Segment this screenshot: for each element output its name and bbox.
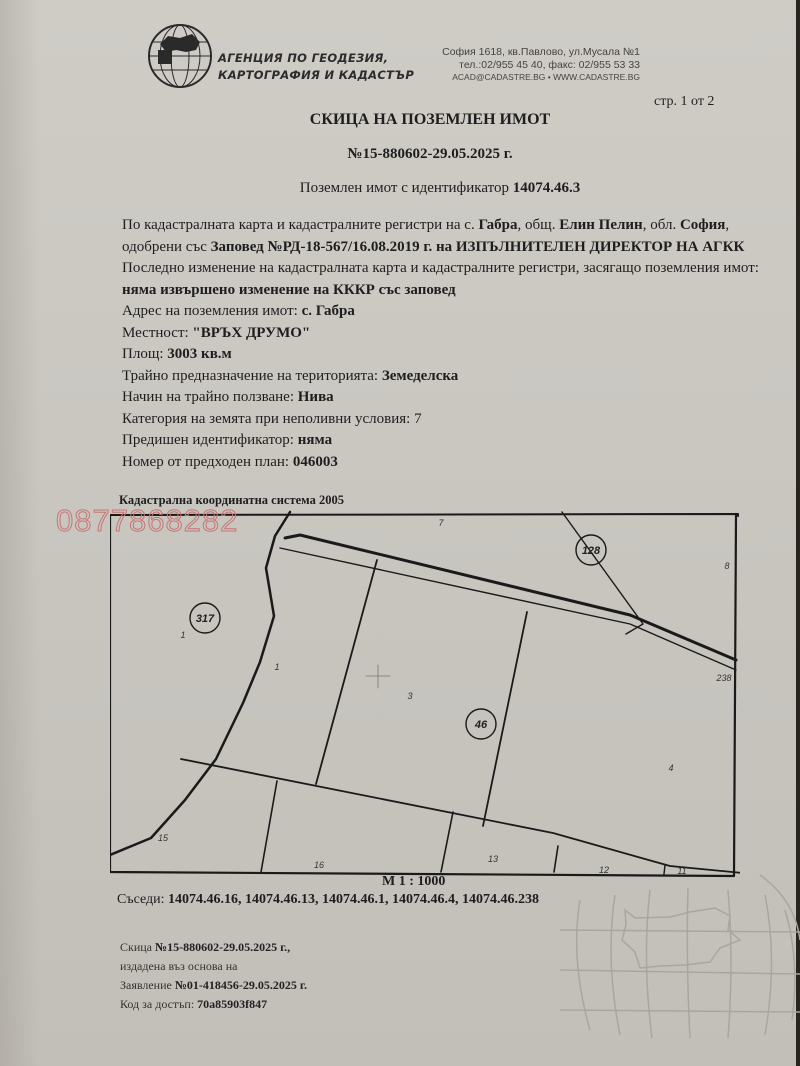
map-scale: М 1 : 1000 bbox=[382, 874, 446, 889]
neighbors-line: Съседи: 14074.46.16, 14074.46.13, 14074.46.1, 14074.46.4, 14074.46.238 bbox=[117, 892, 539, 907]
agency-name: АГЕНЦИЯ ПО ГЕОДЕЗИЯ, КАРТОГРАФИЯ И КАДАСТЪР bbox=[218, 51, 415, 82]
footer-info bbox=[120, 938, 307, 1014]
svg-text:16: 16 bbox=[313, 860, 325, 870]
property-locality: Местност: "ВРЪХ ДРУМО" bbox=[122, 324, 311, 341]
property-usage: Начин на трайно ползване: Нива bbox=[122, 389, 334, 405]
application-reference: Заявление №01-418456-29.05.2025 г. bbox=[120, 978, 308, 992]
svg-text:3: 3 bbox=[407, 691, 413, 701]
svg-text:1: 1 bbox=[180, 630, 186, 640]
globe-watermark-icon bbox=[560, 870, 800, 1040]
coordinate-system-label: Кадастрална координатна система 2005 bbox=[119, 493, 344, 507]
last-change: Последно изменение на кадастралната карта и кадастралните регистри, засягащо поземления имот: няма извършено изменение на КККР със заповед bbox=[122, 260, 759, 298]
cadastral-map bbox=[110, 510, 740, 880]
svg-text:13: 13 bbox=[487, 854, 499, 864]
previous-plan-number: Номер от предходен план: 046003 bbox=[122, 453, 338, 470]
agency-phone: тел.:02/955 45 40, факс: 02/955 53 33 bbox=[459, 58, 640, 71]
svg-text:7: 7 bbox=[438, 518, 444, 528]
document-title: СКИЦА НА ПОЗЕМЛЕН ИМОТ bbox=[309, 111, 551, 128]
property-purpose: Трайно предназначение на територията: Земеделска bbox=[122, 367, 459, 384]
property-details bbox=[122, 215, 762, 473]
land-category: Категория на земята при неполивни условия: 7 bbox=[122, 410, 422, 427]
property-identifier-line: Поземлен имот с идентификатор 14074.46.3 bbox=[299, 180, 581, 196]
phone-watermark: 0877868282 bbox=[56, 503, 239, 538]
cadastral-map-approval: По кадастралната карта и кадастралните регистри на с. Габра, общ. Елин Пелин, обл. София, одобрени със Заповед №РД-18-567/16.08.2019 г. на ИЗПЪЛНИТЕЛЕН ДИРЕКТОР НА АГКК bbox=[122, 217, 745, 255]
property-address: Адрес на поземления имот: с. Габра bbox=[122, 303, 355, 319]
agency-contacts bbox=[442, 46, 640, 84]
circled-label-128: 128 bbox=[581, 545, 601, 557]
svg-text:4: 4 bbox=[668, 763, 674, 773]
globe-bulgaria-logo-icon bbox=[146, 22, 214, 90]
svg-text:11: 11 bbox=[677, 866, 687, 876]
circled-label-317: 317 bbox=[195, 613, 215, 625]
svg-text:238: 238 bbox=[716, 673, 732, 683]
agency-web: ACAD@CADASTRE.BG • WWW.CADASTRE.BG bbox=[452, 72, 640, 82]
svg-text:12: 12 bbox=[598, 865, 610, 875]
svg-text:15: 15 bbox=[157, 833, 169, 843]
page-number: стр. 1 от 2 bbox=[654, 94, 715, 109]
property-area: Площ: 3003 кв.м bbox=[122, 346, 232, 362]
agency-address: София 1618, кв.Павлово, ул.Мусала №1 bbox=[442, 46, 640, 58]
access-code: Код за достъп: 70a85903f847 bbox=[120, 997, 268, 1011]
property-identifier: 14074.46.3 bbox=[512, 180, 581, 196]
issued-basis: издадена въз основа на bbox=[120, 959, 238, 973]
sketch-reference: Скица №15-880602-29.05.2025 г., bbox=[120, 940, 291, 954]
circled-label-46: 46 bbox=[474, 719, 488, 731]
neighbors-list: 14074.46.16, 14074.46.13, 14074.46.1, 14074.46.4, 14074.46.238 bbox=[168, 892, 539, 907]
previous-identifier: Предишен идентификатор: няма bbox=[122, 432, 333, 448]
document-number: №15-880602-29.05.2025 г. bbox=[347, 146, 513, 162]
svg-text:8: 8 bbox=[724, 561, 730, 571]
svg-text:1: 1 bbox=[274, 662, 280, 672]
